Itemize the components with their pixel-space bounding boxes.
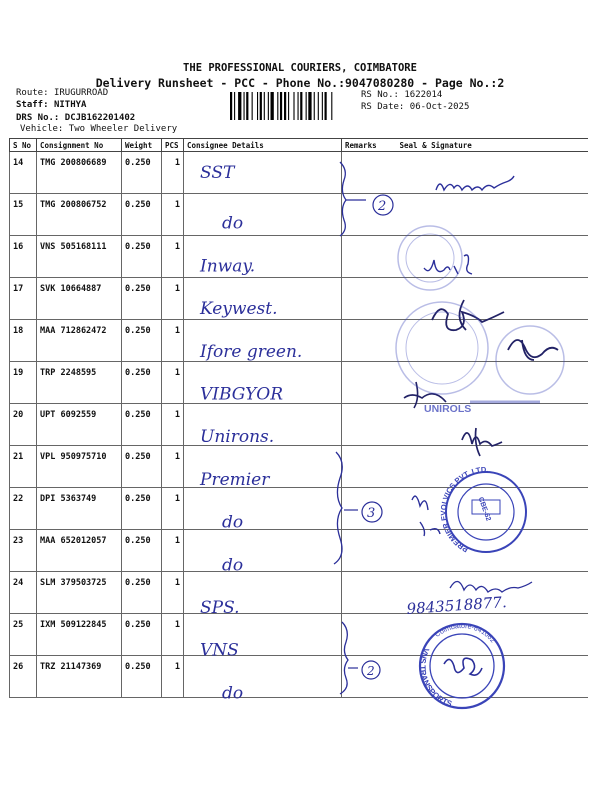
drs-label: DRS No.: <box>16 113 60 123</box>
cell-seal-signature <box>378 194 588 236</box>
cell-pcs: 1 <box>162 320 184 362</box>
col-sno: S No <box>10 139 37 152</box>
col-remarks: Remarks <box>342 139 378 152</box>
stamp-vns-text: VNS TRANSPORTS <box>417 646 454 709</box>
cell-sno: 23 <box>10 530 37 572</box>
cell-pcs: 1 <box>162 656 184 698</box>
cell-seal-signature <box>378 446 588 488</box>
rs-no-line <box>361 90 442 100</box>
cell-consignee-details <box>184 194 342 236</box>
cell-consignee-details <box>184 404 342 446</box>
cell-weight: 0.250 <box>122 404 162 446</box>
handwritten-consignee: Premier <box>200 469 270 490</box>
cell-remarks <box>342 614 378 656</box>
cell-weight: 0.250 <box>122 530 162 572</box>
cell-weight: 0.250 <box>122 572 162 614</box>
handwritten-consignee: Ifore green. <box>200 341 303 362</box>
cell-weight: 0.250 <box>122 236 162 278</box>
cell-weight: 0.250 <box>122 320 162 362</box>
staff-value: NITHYA <box>53 100 87 110</box>
cell-weight: 0.250 <box>122 362 162 404</box>
cell-sno: 20 <box>10 404 37 446</box>
cell-sno: 26 <box>10 656 37 698</box>
col-signature: Seal & Signature <box>378 139 588 152</box>
cell-remarks <box>342 404 378 446</box>
cell-remarks <box>342 236 378 278</box>
table-row <box>10 194 588 236</box>
table-row <box>10 488 588 530</box>
cell-sno: 19 <box>10 362 37 404</box>
handwritten-consignee: VIBGYOR <box>200 384 284 405</box>
cell-seal-signature <box>378 152 588 194</box>
cell-weight: 0.250 <box>122 446 162 488</box>
stamp-premier-code: CBE-62 <box>476 496 492 523</box>
table-row <box>10 446 588 488</box>
cell-seal-signature <box>378 530 588 572</box>
cell-remarks <box>342 320 378 362</box>
col-pcs: PCS <box>162 139 184 152</box>
cell-seal-signature <box>378 656 588 698</box>
cell-pcs: 1 <box>162 362 184 404</box>
cell-sno: 16 <box>10 236 37 278</box>
rs-no-value: 1622014 <box>404 90 443 100</box>
cell-seal-signature <box>378 404 588 446</box>
remark-count-middle: 3 <box>367 506 376 521</box>
table-row <box>10 530 588 572</box>
cell-consignment: TMG 200806689 <box>37 152 122 194</box>
staff-label: Staff: <box>16 100 49 110</box>
table-row <box>10 572 588 614</box>
cell-consignee-details <box>184 236 342 278</box>
handwritten-consignee: Keywest. <box>200 299 278 320</box>
cell-consignee-details <box>184 488 342 530</box>
staff-line <box>16 100 86 110</box>
rs-date-line <box>361 102 469 112</box>
cell-consignee-details <box>184 572 342 614</box>
remark-count-top: 2 <box>378 199 387 214</box>
cell-consignee-details <box>184 530 342 572</box>
handwritten-consignee: do <box>222 213 244 234</box>
cell-sno: 15 <box>10 194 37 236</box>
cell-sno: 17 <box>10 278 37 320</box>
runsheet-table <box>9 138 588 698</box>
drs-line <box>16 113 135 123</box>
cell-pcs: 1 <box>162 446 184 488</box>
table-row <box>10 152 588 194</box>
cell-consignee-details <box>184 656 342 698</box>
rs-date-value: 06-Oct-2025 <box>409 102 470 112</box>
vehicle-value: Two Wheeler Delivery <box>68 124 178 134</box>
cell-weight: 0.250 <box>122 152 162 194</box>
col-consignee: Consignee Details <box>184 139 342 152</box>
cell-consignee-details <box>184 320 342 362</box>
stamp-unirols-text: UNIROLS <box>424 403 472 415</box>
stamp-premier-text: PREMIER EVOLVICS PVT. LTD. <box>438 464 489 555</box>
cell-remarks <box>342 152 378 194</box>
cell-sno: 22 <box>10 488 37 530</box>
cell-sno: 14 <box>10 152 37 194</box>
cell-remarks <box>342 488 378 530</box>
cell-seal-signature <box>378 614 588 656</box>
handwritten-consignee: Unirons. <box>200 427 275 448</box>
cell-pcs: 1 <box>162 404 184 446</box>
remark-count-bottom: 2 <box>367 664 375 678</box>
rs-no-label: RS No.: <box>361 90 399 100</box>
cell-pcs: 1 <box>162 236 184 278</box>
cell-remarks <box>342 278 378 320</box>
cell-pcs: 1 <box>162 194 184 236</box>
table-row <box>10 236 588 278</box>
cell-weight: 0.250 <box>122 656 162 698</box>
route-value: IRUGURROAD <box>53 88 109 98</box>
vehicle-label: Vehicle: <box>20 124 64 134</box>
cell-sno: 25 <box>10 614 37 656</box>
cell-consignee-details <box>184 614 342 656</box>
handwritten-consignee: SPS. <box>200 598 240 618</box>
cell-remarks <box>342 656 378 698</box>
table-row <box>10 362 588 404</box>
cell-remarks <box>342 194 378 236</box>
table-row <box>10 656 588 698</box>
table-header-row <box>10 139 588 152</box>
cell-seal-signature <box>378 236 588 278</box>
route-label: Route: <box>16 88 49 98</box>
cell-consignment: MAA 652012057 <box>37 530 122 572</box>
table-row <box>10 320 588 362</box>
cell-seal-signature <box>378 278 588 320</box>
cell-weight: 0.250 <box>122 194 162 236</box>
cell-remarks <box>342 572 378 614</box>
cell-pcs: 1 <box>162 530 184 572</box>
col-consignment: Consignment No <box>37 139 122 152</box>
cell-consignment: SLM 379503725 <box>37 572 122 614</box>
cell-consignment: UPT 6092559 <box>37 404 122 446</box>
cell-consignment: TRZ 21147369 <box>37 656 122 698</box>
cell-seal-signature <box>378 320 588 362</box>
cell-pcs: 1 <box>162 278 184 320</box>
cell-sno: 18 <box>10 320 37 362</box>
cell-pcs: 1 <box>162 488 184 530</box>
cell-seal-signature <box>378 488 588 530</box>
cell-consignment: SVK 10664887 <box>37 278 122 320</box>
document-subtitle: Delivery Runsheet - PCC - Phone No.:9047080280 - Page No.:2 <box>95 76 505 90</box>
cell-consignee-details <box>184 362 342 404</box>
cell-remarks <box>342 530 378 572</box>
drs-value: DCJB162201402 <box>64 113 136 123</box>
cell-consignment: IXM 509122845 <box>37 614 122 656</box>
handwritten-consignee: do <box>222 512 244 533</box>
handwritten-consignee: Inway. <box>200 256 256 277</box>
cell-seal-signature <box>378 572 588 614</box>
cell-consignee-details <box>184 278 342 320</box>
cell-consignment: MAA 712862472 <box>37 320 122 362</box>
handwritten-consignee: SST <box>200 163 235 183</box>
table-row <box>10 614 588 656</box>
cell-weight: 0.250 <box>122 488 162 530</box>
stamp-vns-place: Coimbatore-641062 <box>434 622 497 645</box>
cell-consignment: VNS 505168111 <box>37 236 122 278</box>
cell-seal-signature <box>378 362 588 404</box>
cell-remarks <box>342 362 378 404</box>
cell-consignment: TRP 2248595 <box>37 362 122 404</box>
document-title: THE PROFESSIONAL COURIERS, COIMBATORE <box>183 62 417 74</box>
cell-consignee-details <box>184 446 342 488</box>
cell-sno: 21 <box>10 446 37 488</box>
cell-weight: 0.250 <box>122 278 162 320</box>
cell-consignment: TMG 200806752 <box>37 194 122 236</box>
cell-consignment: DPI 5363749 <box>37 488 122 530</box>
cell-consignment: VPL 950975710 <box>37 446 122 488</box>
handwritten-phone: 9843518877. <box>406 593 508 618</box>
table-row <box>10 278 588 320</box>
cell-weight: 0.250 <box>122 614 162 656</box>
barcode <box>230 92 356 120</box>
cell-remarks <box>342 446 378 488</box>
cell-pcs: 1 <box>162 614 184 656</box>
cell-sno: 24 <box>10 572 37 614</box>
route-line <box>16 88 108 98</box>
cell-pcs: 1 <box>162 152 184 194</box>
rs-date-label: RS Date: <box>361 102 405 112</box>
cell-consignee-details <box>184 152 342 194</box>
handwritten-consignee: do <box>222 555 244 576</box>
table-row <box>10 404 588 446</box>
handwritten-consignee: VNS <box>200 640 239 661</box>
handwritten-consignee: do <box>222 683 244 704</box>
vehicle-line <box>20 124 177 134</box>
cell-pcs: 1 <box>162 572 184 614</box>
col-weight: Weight <box>122 139 162 152</box>
